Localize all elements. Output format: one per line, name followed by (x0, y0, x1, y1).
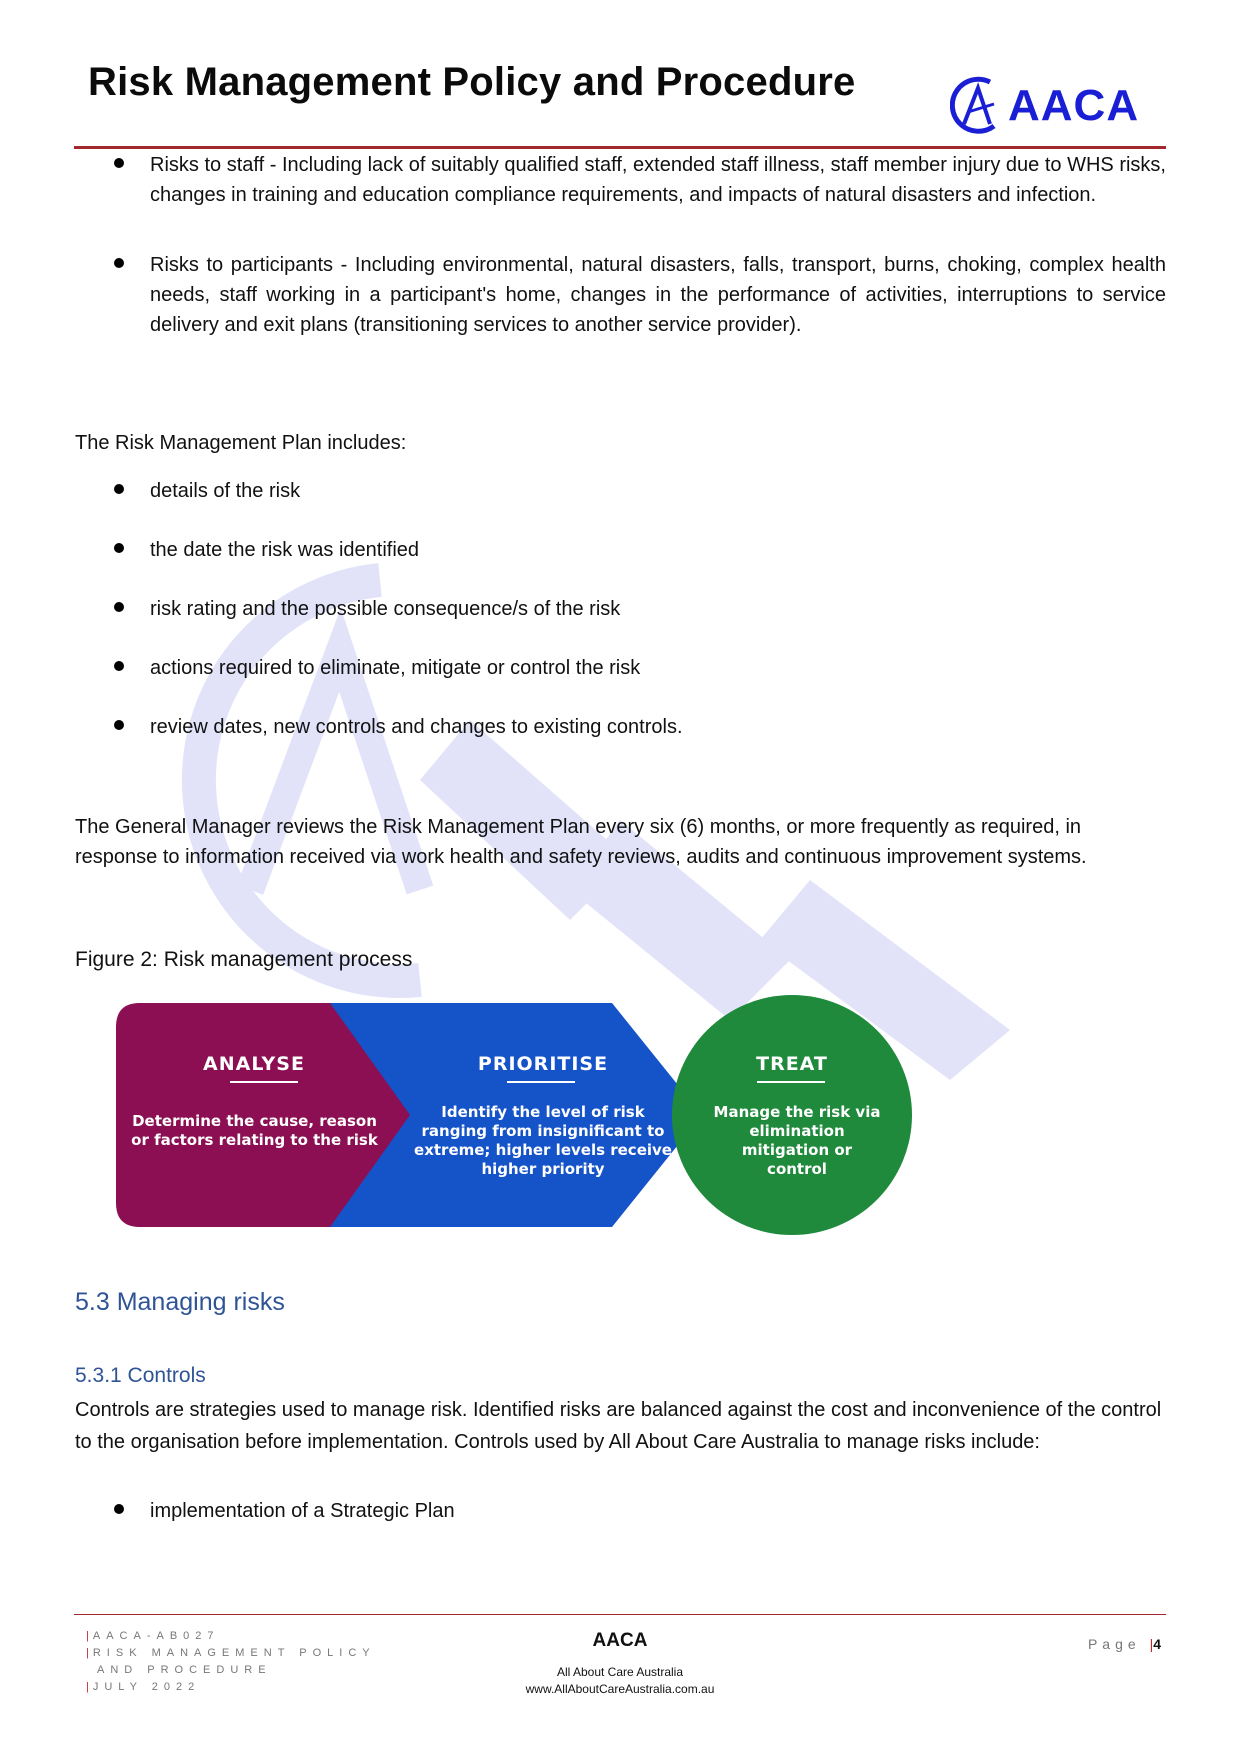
list-item: actions required to eliminate, mitigate or control the risk (110, 653, 1166, 683)
plan-items-list (110, 476, 1166, 742)
controls-paragraph: Controls are strategies used to manage risk. Identified risks are balanced against the cost and inconvenience of the control to the organisation before implementation. Controls used by All About Care Australia to manage risks include: (75, 1399, 1162, 1453)
footer-document-info: | AACA-AB027 | RISK MANAGEMENT POLICY AND PROCEDURE | JULY 2022 (86, 1630, 376, 1693)
analyse-title: ANALYSE (203, 1053, 305, 1075)
company-logo (950, 74, 1139, 138)
logo-emblem-icon (950, 76, 1002, 136)
list-item: the date the risk was identified (110, 535, 1166, 565)
treat-description: Manage the risk via elimination mitigation or control (713, 1103, 881, 1178)
footer-org-name: All About Care Australia (556, 1665, 684, 1679)
controls-list (110, 1496, 1166, 1526)
list-item: risk rating and the possible consequence/s of the risk (110, 594, 1166, 624)
list-item: review dates, new controls and changes to existing controls. (110, 712, 1166, 742)
list-item: details of the risk (110, 476, 1166, 506)
footer-divider (74, 1614, 1166, 1615)
plan-intro: The Risk Management Plan includes: (75, 432, 407, 454)
list-item: implementation of a Strategic Plan (110, 1496, 1166, 1526)
footer-website: www.AllAboutCareAustralia.com.au (525, 1682, 715, 1696)
prioritise-title: PRIORITISE (477, 1053, 609, 1075)
risk-process-figure (112, 995, 932, 1240)
section-heading: 5.3 Managing risks (75, 1288, 285, 1316)
figure-caption: Figure 2: Risk management process (75, 948, 413, 971)
prioritise-description: Identify the level of risk ranging from insignificant to extreme; higher levels receive higher priority (414, 1103, 672, 1178)
footer-organisation (440, 1630, 800, 1698)
subsection-heading: 5.3.1 Controls (75, 1364, 206, 1387)
doc-name-line1: RISK MANAGEMENT POLICY (92, 1647, 376, 1659)
document-title: Risk Management Policy and Procedure (88, 60, 856, 104)
analyse-description: Determine the cause, reason or factors relating to the risk (131, 1112, 378, 1149)
list-item: Risks to participants - Including environmental, natural disasters, falls, transport, burns, choking, complex health needs, staff working in a participant's home, changes in the performance of activities, interruptions to service delivery and exit plans (transitioning services to another service provider). (110, 250, 1166, 340)
risk-categories-list (110, 150, 1166, 340)
page-label: Page (1087, 1636, 1141, 1652)
doc-name-line2: AND PROCEDURE (97, 1664, 272, 1676)
footer-brand: AACA (592, 1630, 648, 1651)
page-number: Page |4 (1087, 1636, 1161, 1652)
page-number-value: 4 (1153, 1636, 1161, 1652)
header-divider (74, 146, 1166, 149)
logo-text: AACA (1008, 81, 1140, 130)
review-paragraph: The General Manager reviews the Risk Management Plan every six (6) months, or more frequently as required, in response to information received via work health and safety reviews, audits and continuous improvement systems. (75, 816, 1087, 868)
list-item: Risks to staff - Including lack of suitably qualified staff, extended staff illness, staff member injury due to WHS risks, changes in training and education compliance requirements, and impacts of natural disasters and infection. (110, 150, 1166, 210)
treat-title: TREAT (756, 1053, 828, 1075)
doc-code: AACA-AB027 (92, 1630, 220, 1642)
doc-date: JULY 2022 (92, 1681, 201, 1693)
